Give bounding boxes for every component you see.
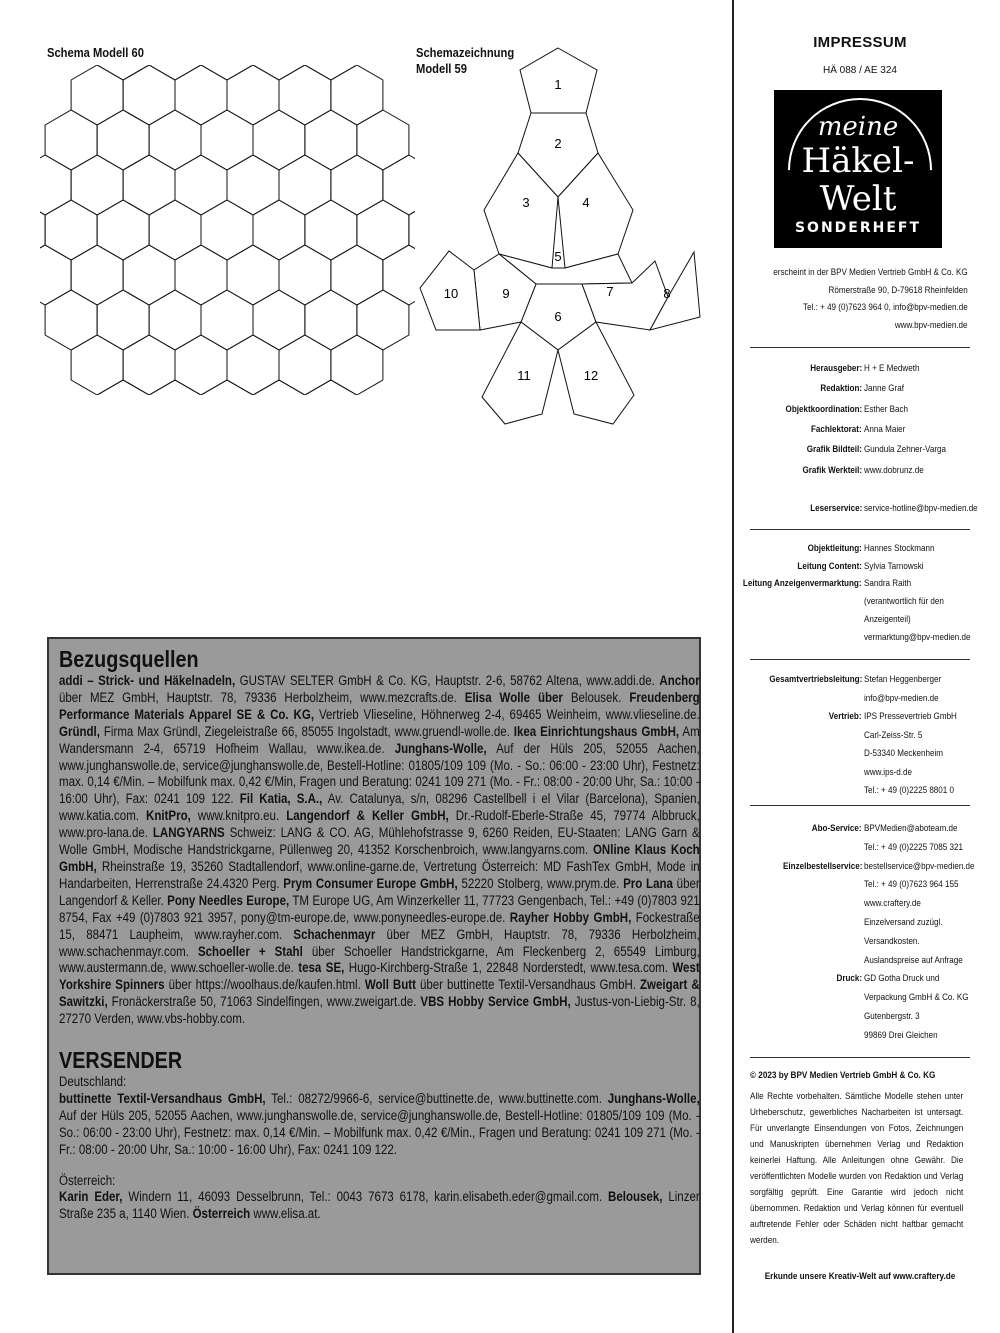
company-details: über Schoeller Handstrickgarne, Am Fleckenberg 2, 65549 Limburg, www.austermann.de, www.schoeller-wolle.de.: [59, 943, 700, 976]
sources-title: Bezugsquellen: [59, 646, 199, 672]
shippers-de-label: Deutschland:: [59, 1074, 127, 1090]
company-name: Elisa Wolle über: [464, 689, 563, 705]
company-name: Junghans-Wolle,: [394, 740, 487, 756]
company-name: VBS Hobby Service GmbH,: [420, 994, 571, 1010]
hexagon-cell: [175, 335, 227, 395]
hexagon-cell: [149, 110, 201, 170]
hexagon-cell: [279, 65, 331, 125]
hexagon-cell: [149, 290, 201, 350]
company-name: tesa SE,: [298, 960, 345, 976]
hexagon-cell: [305, 380, 357, 395]
rights-notice: Alle Rechte vorbehalten. Sämtliche Modelle stehen unter Urheberschutz, gewerbliches Nacharbeiten ist untersagt. Für unverlangte Einsendungen von Fotos, Zeichnungen und Manuskripten übernehmen Verlag und Redaktion keinerlei Haftung. Alle Anleitungen ohne Gewähr. Die veröffentlichten Modelle wurden von Redaktion und Verlag sorgfältig geprüft. Eine Garantie wird jedoch nicht übernommen. Redaktion und Verlag können für eventuell auftretende Fehler oder Schäden nicht haftbar gemacht werden.: [750, 1091, 964, 1246]
pentagon-label: 11: [517, 368, 531, 383]
company-name: Fil Katia, S.A.,: [239, 791, 323, 807]
pentagon-label: 7: [606, 284, 614, 299]
company-name: Gründl,: [59, 723, 100, 739]
hexagon-cell: [123, 65, 175, 125]
company-details: Justus-von-Liebig-Str. 8, 27270 Verden, www.vbs-hobby.com.: [59, 994, 700, 1027]
hexagon-cell: [97, 110, 149, 170]
copyright: © 2023 by BPV Medien Vertrieb GmbH & Co. KG: [750, 1070, 936, 1081]
pentagon-label: 4: [582, 195, 590, 210]
company-name: Woll Butt: [364, 977, 416, 993]
issue-code: HÄ 088 / AE 324: [823, 65, 897, 76]
pentagon-label: 5: [554, 249, 562, 264]
hexagon-cell: [253, 290, 305, 350]
magazine-logo: [774, 90, 942, 248]
company-name: LANGYARNS: [152, 825, 225, 841]
company-name: Zweigart & Sawitzki,: [59, 977, 700, 1010]
company-details: Vertrieb Vlieseline, Höhnerweg 2-4, 69465 Weinheim, www.vlieseline.de.: [314, 706, 700, 722]
company-details: www.elisa.at.: [250, 1206, 321, 1222]
company-details: 52220 Stolberg, www.prym.de.: [457, 875, 624, 891]
hexagon-cell: [201, 110, 253, 170]
hexagon-cell: [253, 110, 305, 170]
sources-text: [59, 673, 700, 1028]
hexagon-cell: [123, 335, 175, 395]
hexagon-cell: [45, 110, 97, 170]
company-name: ONline Klaus Koch GmbH,: [59, 842, 700, 874]
company-details: Auf der Hüls 205, 52055 Aachen, www.junghanswolle.de, service@junghanswolle.de, Bestell-Hotline: 01805/109 109 (Mo. - So.: 06:00 - 23:00 Uhr), Festnetz: max. 0,14 €/Min. – Mobilfunk max. 0,42 €/Min., Fragen und Beratung: 0241 109 271 (Mo. - Fr.: 08:00 - 20:00 Uhr, Sa.: 10:00 - 16:00 Uhr), Fax: 0241 109 122.: [59, 1107, 700, 1157]
hexagon-cell: [227, 155, 279, 215]
hexagon-cell: [97, 380, 149, 395]
hexagon-cell: [40, 245, 71, 305]
hexagon-cell: [253, 380, 305, 395]
company-details: über MEZ GmbH, Hauptstr. 78, 79336 Herbolzheim, www.mezcrafts.de.: [59, 689, 465, 705]
shippers-at-label: Österreich:: [59, 1172, 116, 1188]
publisher-line: www.bpv-medien.de: [895, 319, 968, 331]
company-details: über buttinette Textil-Versandhaus GmbH.: [415, 977, 641, 993]
hexagon-cell: [201, 65, 253, 80]
divider: [750, 347, 970, 348]
column-divider: [732, 0, 734, 1333]
pentagon-label: 1: [554, 77, 562, 92]
company-name: Karin Eder,: [59, 1189, 123, 1205]
hexagon-cell: [201, 290, 253, 350]
craftery-footer: Erkunde unsere Kreativ-Welt auf www.craftery.de: [764, 1271, 956, 1282]
pentagon-label: 3: [522, 195, 530, 210]
pentagon-label: 12: [583, 368, 599, 383]
hexagon-cell: [175, 155, 227, 215]
hexagon-cell: [175, 245, 227, 305]
company-name: buttinette Textil-Versandhaus GmbH,: [59, 1090, 266, 1106]
hexagon-cell: [201, 380, 253, 395]
company-name: addi – Strick- und Häkelnadeln,: [59, 673, 236, 688]
penta-diagram-title-line2: Modell 59: [416, 61, 467, 76]
hexagon-cell: [40, 155, 71, 215]
hexagon-cell: [227, 65, 279, 125]
company-details: Belousek.: [562, 689, 630, 705]
company-details: über Langendorf & Keller.: [59, 875, 700, 908]
hexagon-cell: [149, 380, 201, 395]
company-details: über https://woolhaus.de/kaufen.html.: [164, 977, 365, 993]
hexagon-cell: [227, 245, 279, 305]
hexagon-cell: [279, 335, 331, 395]
hexagon-cell: [305, 290, 357, 350]
company-name: Ikea Einrichtungshaus GmbH,: [513, 723, 680, 739]
divider: [750, 805, 970, 806]
hexagon-cell: [71, 65, 123, 125]
company-details: Auf der Hüls 205, 52055 Aachen, www.junghanswolle.de, service@junghanswolle.de, Bestell-Hotline: 01805/109 109 (Mo. - So.: 06:00 - 23:00 Uhr), Festnetz: max. 0,14 €/Min. – Mobilfunk max. 0,42 €/Min, Fragen und Beratung: 0241 109 271 (Mo. - Fr.: 08:00 - 20:00 Uhr, Sa.: 10:00 - 16:00 Uhr), Fax: 0241 109 122.: [59, 740, 700, 807]
hexagon-cell: [71, 155, 123, 215]
hexagon-cell: [71, 245, 123, 305]
pentagon-label: 6: [554, 309, 562, 324]
imprint-title: IMPRESSUM: [813, 34, 907, 51]
hexagon-cell: [45, 290, 97, 350]
company-details: Fockestraße 15, 88471 Laupheim, www.rayher.com.: [59, 909, 700, 942]
hexagon-schema: [40, 65, 415, 395]
logo-line3: Welt: [819, 179, 897, 219]
company-details: Linzer Straße 235 a, 1140 Wien.: [59, 1189, 700, 1222]
hexagon-cell: [227, 335, 279, 395]
company-name: Freudenberg Performance Materials Apparel SE & Co. KG,: [59, 689, 700, 722]
penta-diagram-title-line1: Schemazeichnung: [416, 45, 515, 60]
company-details: Fronäckerstraße 50, 71063 Sindelfingen, www.zweigart.de.: [107, 994, 421, 1010]
company-details: über MEZ GmbH, Hauptstr. 78, 79336 Herbolzheim, www.schachenmayr.com.: [59, 926, 700, 959]
company-name: Schachenmayr: [293, 926, 376, 942]
hexagon-cell: [40, 200, 45, 260]
company-name: Schoeller + Stahl: [197, 943, 303, 959]
divider: [750, 529, 970, 530]
pentagon-label: 2: [554, 136, 562, 151]
company-name: Österreich: [192, 1206, 251, 1222]
hexagon-cell: [97, 200, 149, 260]
imprint-column: IMPRESSUM HÄ 088 / AE 324 meine Häkel- Welt SONDERHEFT erscheint in der BPV Medien Vertrieb GmbH & Co. KG Römerstraße 90, D-79618 Rheinfelden Tel.: + 49 (0)7623 964 0, info@bpv-medien.de www.bpv-medien.de Herausgeber: H + E Medweth Redaktion: Janne Graf Objektkoordination: Esther Bach Fachlektorat: Anna Maier Grafik Bildteil: Gundula Zehner-Varga Grafik Werkteil: www.dobrunz.de Leserservice: service-hotline@bpv-medien.de Objektleitung: Hannes Stockmann Leitung Content: Sylvia Tarnowski Leitung Anzeigenvermarktung: Sandra Raith (verantwortlich für den Anzeigenteil) vermarktung@bpv-medien.de Gesamtvertriebsleitung: Stefan Heggenberger info@bpv-medien.de Vertrieb: IPS Pressevertrieb GmbH Carl-Zeiss-Str. 5 D-53340 Meckenheim www.ips-d.de Tel.: + 49 (0)2225 8801 0 Abo-Service: BPVMedien@aboteam.de Tel.: + 49 (0)2225 7085 321 Einzelbestellservice: bestellservice@bpv-medien.de Tel.: + 49 (0)7623 964 155 www.craftery.de Einzelversand zuzügl. Versandkosten. Auslandspreise auf Anfrage Druck: GD Gotha Druck und Verpackung GmbH & Co. KG Gutenbergstr. 3 99869 Drei Gleichen © 2023 by BPV Medien Vertrieb GmbH & Co. KG Alle Rechte vorbehalten. Sämtliche Modelle stehen unter Urheberschutz, gewerbliches Nacharbeiten ist untersagt. Für unverlangte Einsendungen von Fotos, Zeichnungen und Manuskripten übernehmen Verlag und Redaktion keinerlei Haftung. Alle Anleitungen ohne Gewähr. Die veröffentlichten Modelle wurden von Redaktion und Verlag sorgfältig geprüft. Eine Garantie wird jedoch nicht übernommen. Redaktion und Verlag können für eventuell auftretende Fehler oder Schäden nicht haftbar gemacht werden. Erkunde unsere Kreativ-Welt auf www.craftery.de: [743, 34, 978, 1282]
company-details: Firma Max Gründl, Ziegeleistraße 66, 85055 Ingolstadt, www.gruendl-wolle.de.: [99, 723, 514, 739]
hexagon-cell: [97, 290, 149, 350]
hexagon-cell: [331, 65, 383, 125]
company-name: Prym Consumer Europe GmbH,: [283, 875, 458, 891]
hexagon-cell: [45, 200, 97, 260]
company-details: www.knitpro.eu.: [190, 808, 287, 824]
pentagon-label: 10: [443, 286, 459, 301]
hex-diagram-title: Schema Modell 60: [47, 45, 144, 60]
publisher-line: Tel.: + 49 (0)7623 964 0, info@bpv-medien.de: [803, 302, 968, 313]
company-details: TM Europe UG, Am Winzerkeller 11, 77723 Gengenbach, Tel.: +49 (0)7803 921 8754, Fax +49 (0)7803 921 3957, pony@tm-europe.de, www.ponyneedles-europe.de.: [59, 892, 700, 925]
shippers-at-text: [59, 1189, 700, 1223]
company-details: Am Wandersmann 2-4, 65719 Hofheim Wallau, www.ikea.de.: [59, 723, 700, 756]
company-name: Pro Lana: [623, 875, 673, 891]
company-name: Junghans-Wolle,: [607, 1090, 700, 1106]
company-name: Rayher Hobby GmbH,: [509, 909, 632, 925]
hexagon-cell: [357, 200, 409, 260]
hexagon-cell: [97, 65, 149, 80]
company-details: GUSTAV SELTER GmbH & Co. KG, Hauptstr. 2-6, 58762 Altena, www.addi.de.: [235, 673, 660, 688]
divider: [750, 1057, 970, 1058]
hexagon-cell: [201, 200, 253, 260]
company-details: Av. Catalunya, s/n, 08296 Castellbell i el Vilar (Barcelona), Spanien, www.katia.com.: [59, 791, 700, 824]
hexagon-cell: [305, 200, 357, 260]
logo-line2: Häkel-: [801, 141, 915, 181]
pentagon-schema: [410, 40, 710, 430]
company-name: Anchor: [659, 673, 700, 688]
hexagon-cell: [149, 65, 201, 80]
company-details: Schweiz: LANG & CO. AG, Mühlehofstrasse 9, 6260 Reiden, EU-Staaten: LANG Garn & Wolle GmbH, Modische Handstrickgarne, Püllenweg 20, 41352 Korschenbroich, www.langyarns.com.: [59, 825, 700, 858]
hexagon-cell: [305, 65, 357, 80]
hexagon-cell: [123, 245, 175, 305]
hexagon-cell: [253, 200, 305, 260]
hexagon-cell: [149, 200, 201, 260]
hexagon-cell: [123, 155, 175, 215]
hexagon-cell: [305, 110, 357, 170]
company-name: West Yorkshire Spinners: [59, 960, 700, 993]
hexagon-cell: [175, 65, 227, 125]
hexagon-cell: [357, 290, 409, 350]
logo-line1: meine: [817, 112, 899, 142]
company-details: Windern 11, 46093 Desselbrunn, Tel.: 0043 7673 6178, karin.elisabeth.eder@gmail.com.: [122, 1189, 609, 1205]
company-name: Langendorf & Keller GmbH,: [286, 808, 449, 824]
logo-line4: SONDERHEFT: [794, 220, 922, 236]
company-details: Tel.: 08272/9966-6, service@buttinette.de, www.buttinette.com.: [265, 1090, 608, 1106]
company-details: Hugo-Kirchberg-Straße 1, 22848 Norderstedt, www.tesa.com.: [344, 960, 673, 976]
shippers-de-text: [59, 1091, 700, 1159]
hexagon-cell: [253, 65, 305, 80]
publisher-line: Römerstraße 90, D-79618 Rheinfelden: [828, 284, 968, 296]
publisher-line: erscheint in der BPV Medien Vertrieb GmbH & Co. KG: [773, 267, 968, 278]
company-details: Dr.-Rudolf-Eberle-Straße 45, 79774 Albbruck, www.pro-lana.de.: [59, 808, 700, 841]
divider: [750, 659, 970, 660]
company-name: KnitPro,: [146, 808, 191, 824]
hexagon-cell: [71, 335, 123, 395]
company-details: Rheinstraße 19, 35260 Stadtallendorf, www.online-garne.de, Vertretung Österreich: MD FashTex GmbH, Mode in Handarbeiten, Herrenstraße 24.4320 Perg.: [59, 858, 700, 891]
company-name: Belousek,: [608, 1189, 663, 1205]
hexagon-cell: [279, 155, 331, 215]
hexagon-cell: [279, 245, 331, 305]
pentagon-label: 9: [502, 286, 510, 301]
hexagon-cell: [357, 110, 409, 170]
hexagon-cell: [331, 245, 383, 305]
sources-box: [47, 637, 701, 1275]
hexagon-cell: [331, 335, 383, 395]
company-name: Pony Needles Europe,: [167, 892, 290, 908]
hexagon-cell: [331, 155, 383, 215]
pentagon-label: 8: [663, 286, 671, 301]
shippers-title: VERSENDER: [59, 1047, 183, 1074]
